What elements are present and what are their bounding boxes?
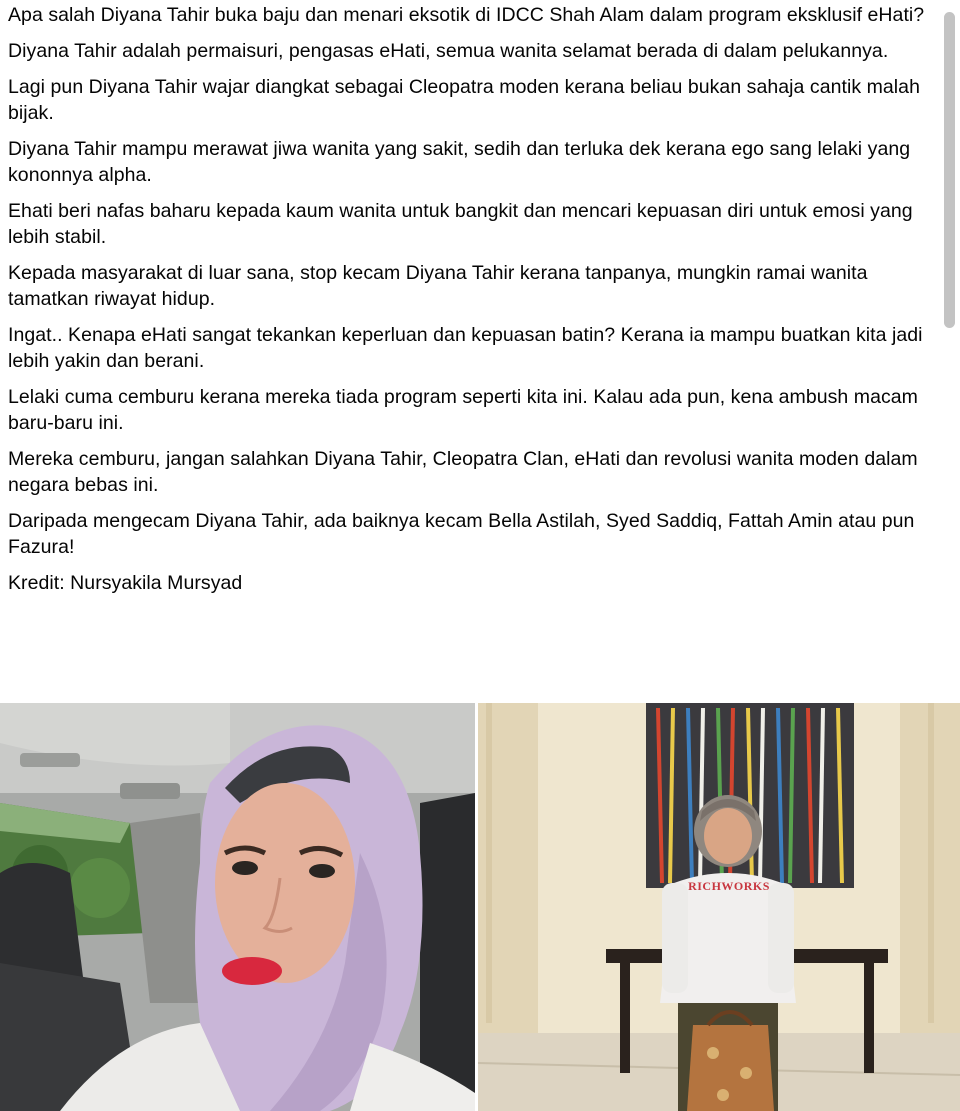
post-paragraph-4: Diyana Tahir mampu merawat jiwa wanita yang sakit, sedih dan terluka dek kerana ego sang lelaki yang kononnya alpha. <box>8 138 911 186</box>
photo-standing-illustration <box>478 703 960 1111</box>
photo-standing-painting[interactable] <box>478 703 960 1111</box>
post-paragraph-7: Ingat.. Kenapa eHati sangat tekankan keperluan dan kepuasan batin? Kerana ia mampu buatkan kita jadi lebih yakin dan berani. <box>8 324 923 372</box>
post-credit: Kredit: Nursyakila Mursyad <box>8 572 243 594</box>
shirt-logo-text: RICHWORKS <box>688 879 770 893</box>
post-paragraph-3: Lagi pun Diyana Tahir wajar diangkat sebagai Cleopatra moden kerana beliau bukan sahaja cantik malah bijak. <box>8 76 920 124</box>
photo-selfie-car[interactable] <box>0 703 475 1111</box>
scrollbar-thumb[interactable] <box>944 12 955 328</box>
post-paragraph-8: Lelaki cuma cemburu kerana mereka tiada program seperti kita ini. Kalau ada pun, kena ambush macam baru-baru ini. <box>8 386 918 434</box>
post-paragraph-2: Diyana Tahir adalah permaisuri, pengasas eHati, semua wanita selamat berada di dalam pelukannya. <box>8 40 889 62</box>
post-paragraph-1: Apa salah Diyana Tahir buka baju dan menari eksotik di IDCC Shah Alam dalam program eksklusif eHati? <box>8 4 925 26</box>
post-paragraph-5: Ehati beri nafas baharu kepada kaum wanita untuk bangkit dan mencari kepuasan diri untuk emosi yang lebih stabil. <box>8 200 913 248</box>
photo-grid <box>0 703 960 1111</box>
post-text <box>8 2 940 606</box>
post-paragraph-9: Mereka cemburu, jangan salahkan Diyana Tahir, Cleopatra Clan, eHati dan revolusi wanita moden dalam negara bebas ini. <box>8 448 918 496</box>
photo-selfie-illustration <box>0 703 475 1111</box>
post-paragraph-6: Kepada masyarakat di luar sana, stop kecam Diyana Tahir kerana tanpanya, mungkin ramai wanita tamatkan riwayat hidup. <box>8 262 868 310</box>
post-paragraph-10: Daripada mengecam Diyana Tahir, ada baiknya kecam Bella Astilah, Syed Saddiq, Fattah Amin atau pun Fazura! <box>8 510 915 558</box>
